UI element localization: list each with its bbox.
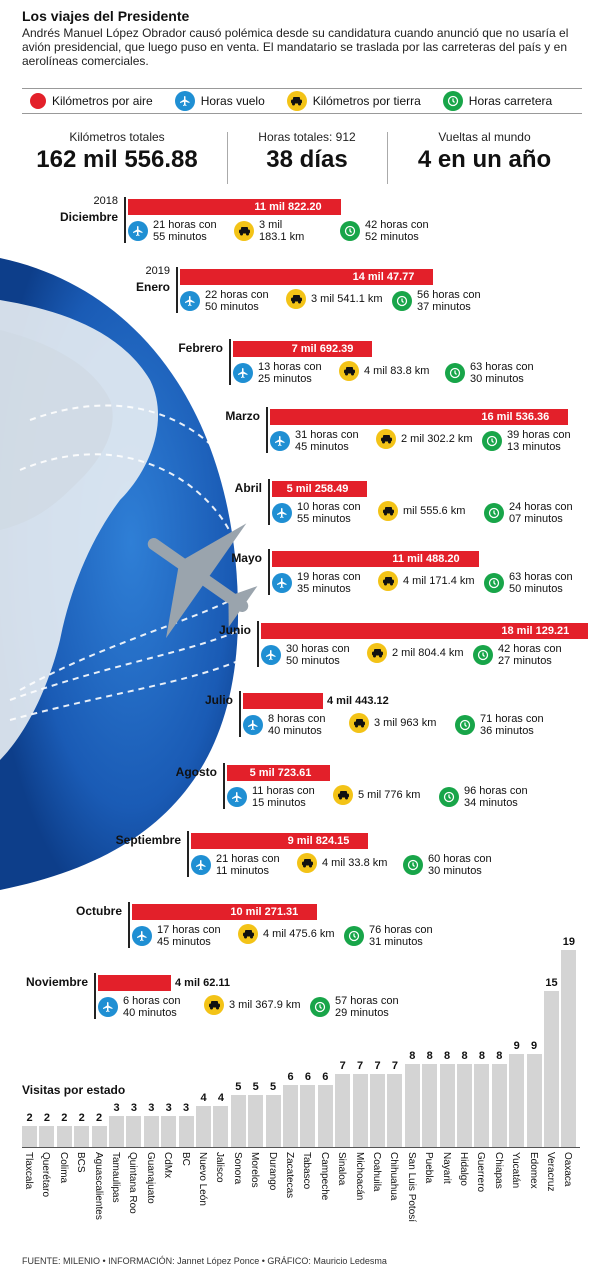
visits-bar	[231, 1095, 246, 1147]
visits-value-label: 3	[130, 1101, 137, 1114]
flight-hours-stat-text: 19 horas con 35 minutos	[297, 571, 361, 595]
car-icon	[378, 571, 398, 591]
road-hours-stat	[403, 853, 492, 877]
state-label: Colima	[57, 1152, 69, 1184]
road-hours-stat	[473, 643, 562, 667]
flight-hours-stat	[233, 361, 322, 385]
road-hours-stat	[392, 289, 481, 313]
state-label: BCS	[75, 1152, 87, 1173]
clock-icon	[484, 573, 504, 593]
state-label: Michoacán	[353, 1152, 365, 1201]
state-label: BC	[179, 1152, 191, 1166]
air-km-label: 5 mil 723.61	[249, 767, 312, 779]
road-hours-stat	[482, 429, 571, 453]
ground-km-stat-text: mil 555.6 km	[403, 505, 466, 517]
air-km-label: 11 mil 488.20	[392, 553, 460, 565]
visits-chart-title: Visitas por estado	[22, 1083, 126, 1097]
state-label: Tamaulipas	[110, 1152, 121, 1203]
flight-hours-stat-text: 31 horas con 45 minutos	[295, 429, 359, 453]
plane-icon	[270, 431, 290, 451]
state-label: Nayarit	[440, 1152, 452, 1184]
visits-bar	[266, 1095, 281, 1147]
month-axis-line	[257, 621, 259, 667]
state-label: Zacatecas	[284, 1152, 295, 1199]
visits-bar	[509, 1054, 524, 1147]
car-icon	[204, 995, 224, 1015]
car-icon	[339, 361, 359, 381]
ground-km-stat-text: 3 mil 541.1 km	[311, 293, 383, 305]
car-icon	[287, 91, 307, 111]
state-label: Campeche	[318, 1152, 330, 1201]
clock-icon	[484, 503, 504, 523]
month-label: Junio	[219, 623, 251, 637]
state-label: Sonora	[231, 1152, 243, 1185]
state-label: Morelos	[249, 1152, 261, 1188]
plane-icon	[128, 221, 148, 241]
month-axis-line	[94, 973, 96, 1019]
legend-item-ground-km: Kilómetros por tierra	[287, 91, 421, 111]
month-axis-line	[128, 902, 130, 948]
flight-hours-stat	[270, 429, 359, 453]
visits-bar	[126, 1116, 141, 1147]
plane-icon	[243, 715, 263, 735]
totals-row	[22, 130, 582, 188]
visits-value-label: 6	[287, 1070, 294, 1083]
state-label: Quintana Roo	[127, 1152, 139, 1214]
visits-value-label: 8	[478, 1050, 485, 1063]
flight-hours-stat	[243, 713, 325, 737]
ground-km-stat	[333, 785, 420, 805]
car-icon	[378, 501, 398, 521]
clock-icon	[439, 787, 459, 807]
visits-value-label: 2	[61, 1112, 68, 1125]
flight-hours-stat-text: 13 horas con 25 minutos	[258, 361, 322, 385]
visits-value-label: 6	[304, 1070, 311, 1083]
road-hours-stat	[484, 571, 573, 595]
ground-km-stat	[339, 361, 429, 381]
road-hours-stat	[455, 713, 544, 737]
clock-icon	[443, 91, 463, 111]
visits-value-label: 8	[496, 1050, 503, 1063]
ground-km-stat-text: 4 mil 83.8 km	[364, 365, 430, 377]
car-icon	[376, 429, 396, 449]
month-label: Noviembre	[25, 975, 88, 989]
road-hours-stat-text: 57 horas con 29 minutos	[335, 995, 399, 1019]
ground-km-stat	[376, 429, 473, 449]
legend-item-flight-hours: Horas vuelo	[175, 91, 265, 111]
visits-bar	[422, 1064, 437, 1147]
ground-km-stat-text: 3 mil 183.1 km	[259, 219, 305, 243]
visits-value-label: 8	[426, 1050, 433, 1063]
plane-icon	[98, 997, 118, 1017]
car-icon	[286, 289, 306, 309]
visits-value-label: 4	[200, 1091, 207, 1104]
flight-hours-stat-text: 6 horas con 40 minutos	[123, 995, 181, 1019]
ground-km-stat	[378, 501, 465, 521]
flight-hours-stat-text: 10 horas con 55 minutos	[297, 501, 361, 525]
visits-bar	[179, 1116, 194, 1147]
ground-km-stat	[234, 219, 304, 243]
car-icon	[297, 853, 317, 873]
visits-value-label: 9	[531, 1039, 538, 1052]
ground-km-stat-text: 3 mil 963 km	[374, 717, 437, 729]
flight-hours-stat	[128, 219, 217, 243]
visits-bar	[283, 1085, 298, 1147]
state-label: Querétaro	[40, 1152, 52, 1198]
state-label: Puebla	[423, 1152, 435, 1184]
state-label: Jalisco	[214, 1152, 226, 1183]
visits-bar	[57, 1126, 72, 1147]
month-label: Julio	[204, 693, 233, 707]
clock-icon	[445, 363, 465, 383]
visits-bar	[92, 1126, 107, 1147]
road-hours-stat	[340, 219, 429, 243]
total-km: Kilómetros totales 162 mil 556.88	[36, 130, 198, 173]
plane-icon	[180, 291, 200, 311]
plane-icon	[227, 787, 247, 807]
flight-hours-stat-text: 11 horas con 15 minutos	[252, 785, 315, 809]
flight-hours-stat	[98, 995, 180, 1019]
ground-km-stat	[286, 289, 383, 309]
air-km-label: 7 mil 692.39	[291, 343, 354, 355]
visits-value-label: 7	[374, 1060, 381, 1073]
flight-hours-stat	[272, 571, 361, 595]
visits-value-label: 4	[217, 1091, 224, 1104]
year-label: 2019	[145, 265, 170, 277]
plane-icon	[191, 855, 211, 875]
page-title: Los viajes del Presidente	[22, 8, 190, 24]
visits-value-label: 3	[165, 1101, 172, 1114]
road-hours-stat	[310, 995, 399, 1019]
visits-bar	[440, 1064, 455, 1147]
visits-bar	[527, 1054, 542, 1147]
clock-icon	[455, 715, 475, 735]
car-icon	[367, 643, 387, 663]
flight-hours-stat-text: 21 horas con 55 minutos	[153, 219, 217, 243]
plane-icon	[272, 503, 292, 523]
month-axis-line	[223, 763, 225, 809]
plane-icon	[132, 926, 152, 946]
state-label: Tlaxcala	[23, 1152, 34, 1190]
state-label: Hidalgo	[458, 1152, 469, 1186]
air-km-label: 11 mil 822.20	[254, 201, 322, 213]
ground-km-stat	[204, 995, 301, 1015]
state-label: Chihuahua	[388, 1152, 400, 1201]
visits-bar	[109, 1116, 124, 1147]
air-km-label: 4 mil 62.11	[175, 977, 231, 989]
clock-icon	[392, 291, 412, 311]
road-hours-stat-text: 96 horas con 34 minutos	[464, 785, 528, 809]
clock-icon	[310, 997, 330, 1017]
road-hours-stat-text: 63 horas con 50 minutos	[509, 571, 573, 595]
state-label: Chiapas	[492, 1152, 504, 1189]
month-axis-line	[268, 549, 270, 595]
month-label: Octubre	[75, 904, 122, 918]
visits-bar	[405, 1064, 420, 1147]
state-label: San Luis Potosí	[405, 1152, 417, 1223]
road-hours-stat-text: 39 horas con 13 minutos	[507, 429, 571, 453]
car-icon	[349, 713, 369, 733]
car-icon	[333, 785, 353, 805]
flight-hours-stat	[272, 501, 361, 525]
road-hours-stat	[445, 361, 534, 385]
visits-value-label: 5	[235, 1081, 242, 1094]
month-label: Enero	[135, 280, 170, 294]
road-hours-stat	[439, 785, 528, 809]
ground-km-stat-text: 3 mil 367.9 km	[229, 999, 301, 1011]
month-axis-line	[239, 691, 241, 737]
visits-value-label: 7	[357, 1060, 364, 1073]
visits-bar	[248, 1095, 263, 1147]
visits-bar	[561, 950, 576, 1147]
month-label: Agosto	[175, 765, 217, 779]
state-label: Nuevo León	[197, 1152, 208, 1206]
road-hours-stat-text: 76 horas con 31 minutos	[369, 924, 433, 948]
visits-value-label: 3	[113, 1101, 120, 1114]
state-label: Aguascalientes	[92, 1152, 104, 1220]
visits-value-label: 3	[183, 1101, 190, 1114]
road-hours-stat	[484, 501, 573, 525]
visits-bar	[353, 1074, 368, 1147]
ground-km-stat	[238, 924, 335, 944]
car-icon	[234, 221, 254, 241]
visits-value-label: 2	[78, 1112, 85, 1125]
visits-value-label: 5	[270, 1081, 277, 1094]
visits-bar	[492, 1064, 507, 1147]
month-label: Diciembre	[59, 210, 118, 224]
visits-bar	[335, 1074, 350, 1147]
visits-bar	[196, 1106, 211, 1147]
ground-km-stat-text: 4 mil 475.6 km	[263, 928, 335, 940]
flight-hours-stat-text: 30 horas con 50 minutos	[286, 643, 350, 667]
ground-km-stat-text: 4 mil 33.8 km	[322, 857, 388, 869]
air-km-bar	[243, 693, 323, 709]
road-hours-stat-text: 60 horas con 30 minutos	[428, 853, 492, 877]
state-label: Oaxaca	[562, 1152, 574, 1187]
red-dot-icon	[30, 93, 46, 109]
visits-bar	[457, 1064, 472, 1147]
clock-icon	[340, 221, 360, 241]
flight-hours-stat	[227, 785, 315, 809]
ground-km-stat	[349, 713, 436, 733]
air-km-label: 5 mil 258.49	[286, 483, 349, 495]
plane-icon	[272, 573, 292, 593]
ground-km-stat-text: 2 mil 302.2 km	[401, 433, 473, 445]
visits-bar	[544, 991, 559, 1147]
legend-item-air-km: Kilómetros por aire	[30, 93, 153, 109]
flight-hours-stat	[191, 853, 280, 877]
visits-bar	[387, 1074, 402, 1147]
total-hours: Horas totales: 912 38 días	[258, 130, 356, 173]
flight-hours-stat	[261, 643, 350, 667]
state-label: Tabasco	[301, 1152, 313, 1190]
state-label: Edomex	[527, 1152, 539, 1189]
visits-value-label: 2	[26, 1112, 33, 1125]
month-label: Septiembre	[115, 833, 181, 847]
ground-km-stat	[378, 571, 475, 591]
road-hours-stat-text: 71 horas con 36 minutos	[480, 713, 544, 737]
month-axis-line	[229, 339, 231, 385]
visits-value-label: 2	[43, 1112, 50, 1125]
visits-value-label: 19	[562, 936, 576, 948]
car-icon	[238, 924, 258, 944]
month-label: Marzo	[225, 409, 260, 423]
state-label: Durango	[266, 1152, 278, 1191]
clock-icon	[482, 431, 502, 451]
month-axis-line	[176, 267, 178, 313]
clock-icon	[403, 855, 423, 875]
road-hours-stat-text: 56 horas con 37 minutos	[417, 289, 481, 313]
visits-bar	[370, 1074, 385, 1147]
legend	[22, 88, 582, 114]
intro-text: Andrés Manuel López Obrador causó polémica desde su candidatura cuando anunció que no usaría el avión presidencial, que luego puso en venta. El mandatario se traslada por las carreteras del país y en aerolíneas comerciales.	[22, 26, 569, 68]
month-label: Febrero	[178, 341, 223, 355]
ground-km-stat-text: 2 mil 804.4 km	[392, 647, 464, 659]
state-label: Guerrero	[475, 1152, 487, 1193]
road-hours-stat-text: 24 horas con 07 minutos	[509, 501, 573, 525]
visits-bar	[213, 1106, 228, 1147]
flight-hours-stat-text: 22 horas con 50 minutos	[205, 289, 269, 313]
source-credit: FUENTE: MILENIO • INFORMACIÓN: Jannet López Ponce • GRÁFICO: Mauricio Ledesma	[22, 1256, 387, 1266]
visits-bar	[74, 1126, 89, 1147]
month-axis-line	[266, 407, 268, 453]
visits-bar	[474, 1064, 489, 1147]
visits-bar	[144, 1116, 159, 1147]
visits-value-label: 6	[322, 1070, 329, 1083]
state-label: Sinaloa	[336, 1152, 348, 1186]
state-label: CdMx	[162, 1152, 174, 1179]
month-axis-line	[187, 831, 189, 877]
air-km-label: 9 mil 824.15	[287, 835, 350, 847]
ground-km-stat-text: 5 mil 776 km	[358, 789, 421, 801]
month-label: Abril	[234, 481, 262, 495]
visits-bar	[22, 1126, 37, 1147]
clock-icon	[344, 926, 364, 946]
visits-baseline	[22, 1147, 580, 1148]
air-km-bar	[98, 975, 171, 991]
legend-item-road-hours: Horas carretera	[443, 91, 552, 111]
visits-bar	[318, 1085, 333, 1147]
road-hours-stat-text: 63 horas con 30 minutos	[470, 361, 534, 385]
air-km-label: 4 mil 443.12	[327, 695, 389, 707]
plane-icon	[261, 645, 281, 665]
month-axis-line	[124, 197, 126, 243]
air-km-label: 10 mil 271.31	[230, 906, 299, 918]
flight-hours-stat	[180, 289, 269, 313]
flight-hours-stat-text: 8 horas con 40 minutos	[268, 713, 326, 737]
flight-hours-stat-text: 17 horas con 45 minutos	[157, 924, 221, 948]
year-label: 2018	[93, 195, 118, 207]
visits-value-label: 8	[409, 1050, 416, 1063]
month-label: Mayo	[231, 551, 262, 565]
flight-hours-stat-text: 21 horas con 11 minutos	[216, 853, 280, 877]
visits-value-label: 2	[96, 1112, 103, 1125]
visits-value-label: 15	[545, 977, 558, 990]
visits-value-label: 8	[461, 1050, 468, 1063]
ground-km-stat	[367, 643, 464, 663]
state-label: Guanajuato	[144, 1152, 156, 1204]
visits-value-label: 5	[252, 1081, 259, 1094]
state-label: Yucatán	[510, 1152, 522, 1189]
air-km-label: 18 mil 129.21	[501, 625, 570, 637]
road-hours-stat-text: 42 horas con 52 minutos	[365, 219, 429, 243]
state-label: Veracruz	[545, 1152, 556, 1192]
visits-value-label: 8	[444, 1050, 451, 1063]
visits-value-label: 7	[391, 1060, 398, 1073]
visits-bar	[300, 1085, 315, 1147]
clock-icon	[473, 645, 493, 665]
visits-value-label: 3	[148, 1101, 155, 1114]
air-km-label: 14 mil 47.77	[352, 271, 415, 283]
month-axis-line	[268, 479, 270, 525]
plane-icon	[175, 91, 195, 111]
visits-value-label: 7	[339, 1060, 346, 1073]
road-hours-stat	[344, 924, 433, 948]
visits-value-label: 9	[513, 1039, 520, 1052]
total-laps: Vueltas al mundo 4 en un año	[417, 130, 552, 173]
visits-bar	[39, 1126, 54, 1147]
air-km-label: 16 mil 536.36	[481, 411, 550, 423]
visits-bar	[161, 1116, 176, 1147]
ground-km-stat-text: 4 mil 171.4 km	[403, 575, 475, 587]
ground-km-stat	[297, 853, 387, 873]
plane-icon	[233, 363, 253, 383]
state-label: Coahuila	[371, 1152, 382, 1192]
road-hours-stat-text: 42 horas con 27 minutos	[498, 643, 562, 667]
flight-hours-stat	[132, 924, 221, 948]
